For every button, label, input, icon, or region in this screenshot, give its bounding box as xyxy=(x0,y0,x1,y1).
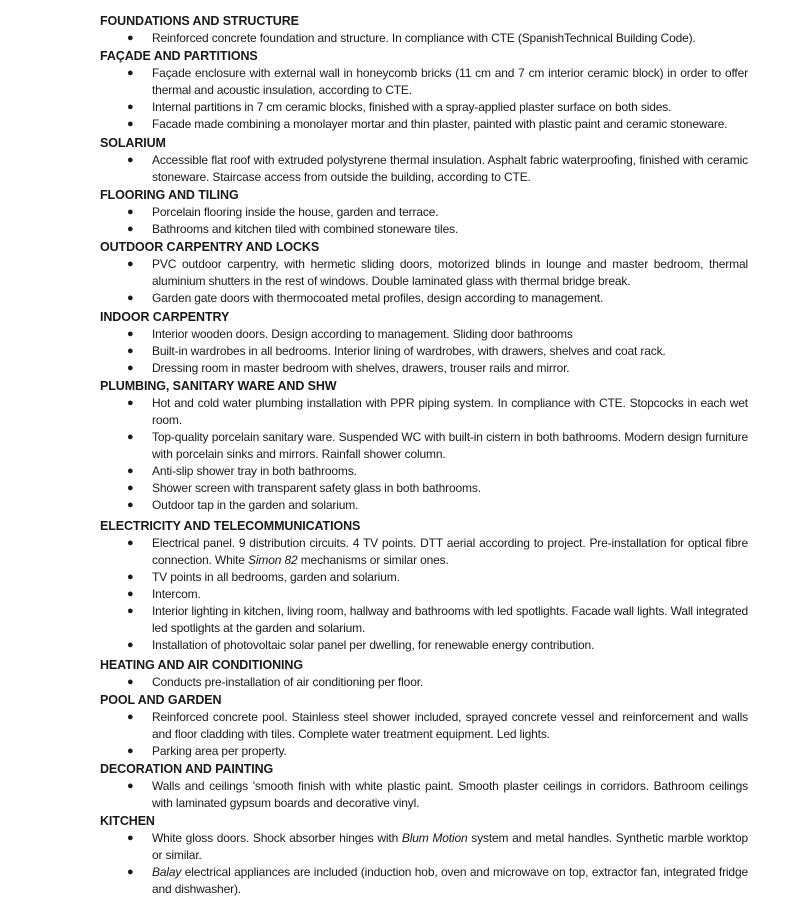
bullet-icon: ● xyxy=(127,154,134,166)
section xyxy=(100,239,748,307)
brand-name: Simon 82 xyxy=(248,553,298,567)
section-heading: FAÇADE AND PARTITIONS xyxy=(100,49,258,63)
list-item-text: Electrical panel. 9 distribution circuits. 4 TV points. DTT aerial according to project. Pre-installation for optical fibre connection. White Simon 82 mechanisms or similar ones. xyxy=(152,536,748,567)
section-heading: SOLARIUM xyxy=(100,136,166,150)
section xyxy=(100,657,748,691)
list-item xyxy=(100,709,748,743)
list-item-text: Outdoor tap in the garden and solarium. xyxy=(152,498,359,512)
list-item-text: Reinforced concrete foundation and structure. In compliance with CTE (SpanishTechnical Building Code). xyxy=(152,31,696,45)
list-item-text: Shower screen with transparent safety glass in both bathrooms. xyxy=(152,481,481,495)
list-item xyxy=(100,463,748,480)
list-item-text: Accessible flat roof with extruded polystyrene thermal insulation. Asphalt fabric waterproofing, finished with ceramic stoneware. Staircase access from outside the building, according to CTE. xyxy=(152,153,748,184)
list-item xyxy=(100,743,748,760)
list-item xyxy=(100,864,748,898)
list-item xyxy=(100,326,748,343)
section xyxy=(100,309,748,377)
list-item xyxy=(100,99,748,116)
list-item-text: Façade enclosure with external wall in honeycomb bricks (11 cm and 7 cm interior ceramic block) in order to offer thermal and acoustic insulation, according to CTE. xyxy=(152,66,748,97)
section-heading: INDOOR CARPENTRY xyxy=(100,310,230,324)
section xyxy=(100,187,748,238)
list-item-text: Parking area per property. xyxy=(152,744,287,758)
list-item-text: White gloss doors. Shock absorber hinges with Blum Motion system and metal handles. Synthetic marble worktop or similar. xyxy=(152,831,748,862)
section-heading: OUTDOOR CARPENTRY AND LOCKS xyxy=(100,240,320,254)
section xyxy=(100,518,748,654)
section-heading: FLOORING AND TILING xyxy=(100,188,239,202)
bullet-icon: ● xyxy=(127,676,134,688)
list-item xyxy=(100,778,748,812)
bullet-icon: ● xyxy=(127,397,134,409)
list-item xyxy=(100,429,748,463)
list-item-text: Interior wooden doors. Design according to management. Sliding door bathrooms xyxy=(152,327,573,341)
bullet-icon: ● xyxy=(127,465,134,477)
list-item-text: Garden gate doors with thermocoated metal profiles, design according to management. xyxy=(152,291,604,305)
section xyxy=(100,378,748,514)
list-item-text: Walls and ceilings 'smooth finish with white plastic paint. Smooth plaster ceilings in corridors. Bathroom ceilings with laminated gypsum boards and decorative vinyl. xyxy=(152,779,748,810)
section xyxy=(100,13,748,47)
list-item xyxy=(100,65,748,99)
section-heading: DECORATION AND PAINTING xyxy=(100,762,274,776)
bullet-icon: ● xyxy=(127,67,134,79)
brand-name: Blum Motion xyxy=(401,831,468,845)
list-item xyxy=(100,152,748,186)
list-item xyxy=(100,256,748,290)
list-item xyxy=(100,290,748,307)
list-item xyxy=(100,221,748,238)
bullet-icon: ● xyxy=(127,780,134,792)
section-heading: POOL AND GARDEN xyxy=(100,693,222,707)
list-item-text: Reinforced concrete pool. Stainless steel shower included, sprayed concrete vessel and reinforcement and walls and floor cladding with tiles. Complete water treatment equipment. Led lights. xyxy=(152,710,748,741)
list-item-text: Anti-slip shower tray in both bathrooms. xyxy=(152,464,357,478)
bullet-icon: ● xyxy=(127,537,134,549)
bullet-icon: ● xyxy=(127,832,134,844)
bullet-icon: ● xyxy=(127,605,134,617)
bullet-icon: ● xyxy=(127,32,134,44)
list-item-text: Conducts pre-installation of air conditioning per floor. xyxy=(152,675,424,689)
section-heading: KITCHEN xyxy=(100,814,155,828)
section xyxy=(100,761,748,812)
bullet-icon: ● xyxy=(127,101,134,113)
list-item-text: Hot and cold water plumbing installation with PPR piping system. In compliance with CTE. Stopcocks in each wet room. xyxy=(152,396,748,427)
list-item xyxy=(100,674,748,691)
brand-name: Balay xyxy=(152,865,182,879)
list-item xyxy=(100,637,748,654)
list-item-text: Installation of photovoltaic solar panel per dwelling, for renewable energy contribution. xyxy=(152,638,595,652)
list-item xyxy=(100,535,748,569)
list-item xyxy=(100,30,748,47)
bullet-icon: ● xyxy=(127,258,134,270)
list-item xyxy=(100,497,748,514)
list-item xyxy=(100,343,748,360)
bullet-icon: ● xyxy=(127,118,134,130)
list-item xyxy=(100,569,748,586)
list-item-text: Porcelain flooring inside the house, garden and terrace. xyxy=(152,205,439,219)
bullet-icon: ● xyxy=(127,345,134,357)
bullet-icon: ● xyxy=(127,745,134,757)
list-item xyxy=(100,480,748,497)
list-item-text: Balay electrical appliances are included (induction hob, oven and microwave on top, extractor fan, integrated fridge and dishwasher). xyxy=(152,865,748,896)
bullet-icon: ● xyxy=(127,362,134,374)
bullet-icon: ● xyxy=(127,292,134,304)
bullet-icon: ● xyxy=(127,588,134,600)
list-item-text: PVC outdoor carpentry, with hermetic sliding doors, motorized blinds in lounge and master bedroom, thermal aluminium shutters in the rest of windows. Double laminated glass with thermal bridge break. xyxy=(152,257,748,288)
list-item xyxy=(100,603,748,637)
section-heading: ELECTRICITY AND TELECOMMUNICATIONS xyxy=(100,519,361,533)
list-item-text: TV points in all bedrooms, garden and solarium. xyxy=(152,570,400,584)
list-item xyxy=(100,360,748,377)
list-item-text: Bathrooms and kitchen tiled with combined stoneware tiles. xyxy=(152,222,459,236)
bullet-icon: ● xyxy=(127,223,134,235)
bullet-icon: ● xyxy=(127,499,134,511)
bullet-icon: ● xyxy=(127,206,134,218)
list-item-text: Built-in wardrobes in all bedrooms. Interior lining of wardrobes, with drawers, shelves and coat rack. xyxy=(152,344,666,358)
bullet-icon: ● xyxy=(127,866,134,878)
section-heading: FOUNDATIONS AND STRUCTURE xyxy=(100,14,299,28)
list-item-text: Intercom. xyxy=(152,587,201,601)
list-item-text: Internal partitions in 7 cm ceramic blocks, finished with a spray-applied plaster surface on both sides. xyxy=(152,100,672,114)
list-item-text: Dressing room in master bedroom with shelves, drawers, trouser rails and mirror. xyxy=(152,361,570,375)
list-item-text: Interior lighting in kitchen, living room, hallway and bathrooms with led spotlights. Facade wall lights. Wall integrated led spotlights at the garden and solarium. xyxy=(152,604,748,635)
section xyxy=(100,692,748,760)
bullet-icon: ● xyxy=(127,639,134,651)
bullet-icon: ● xyxy=(127,571,134,583)
section xyxy=(100,813,748,898)
section-heading: HEATING AND AIR CONDITIONING xyxy=(100,658,303,672)
section xyxy=(100,135,748,186)
list-item xyxy=(100,395,748,429)
list-item xyxy=(100,204,748,221)
list-item-text: Facade made combining a monolayer mortar and thin plaster, painted with plastic paint and ceramic stoneware. xyxy=(152,117,728,131)
list-item xyxy=(100,586,748,603)
section-heading: PLUMBING, SANITARY WARE AND SHW xyxy=(100,379,337,393)
bullet-icon: ● xyxy=(127,431,134,443)
bullet-icon: ● xyxy=(127,328,134,340)
list-item xyxy=(100,116,748,133)
bullet-icon: ● xyxy=(127,711,134,723)
bullet-icon: ● xyxy=(127,482,134,494)
section xyxy=(100,48,748,133)
list-item-text: Top-quality porcelain sanitary ware. Suspended WC with built-in cistern in both bathrooms. Modern design furniture with porcelain sinks and mirrors. Rainfall shower column. xyxy=(152,430,748,461)
list-item xyxy=(100,830,748,864)
